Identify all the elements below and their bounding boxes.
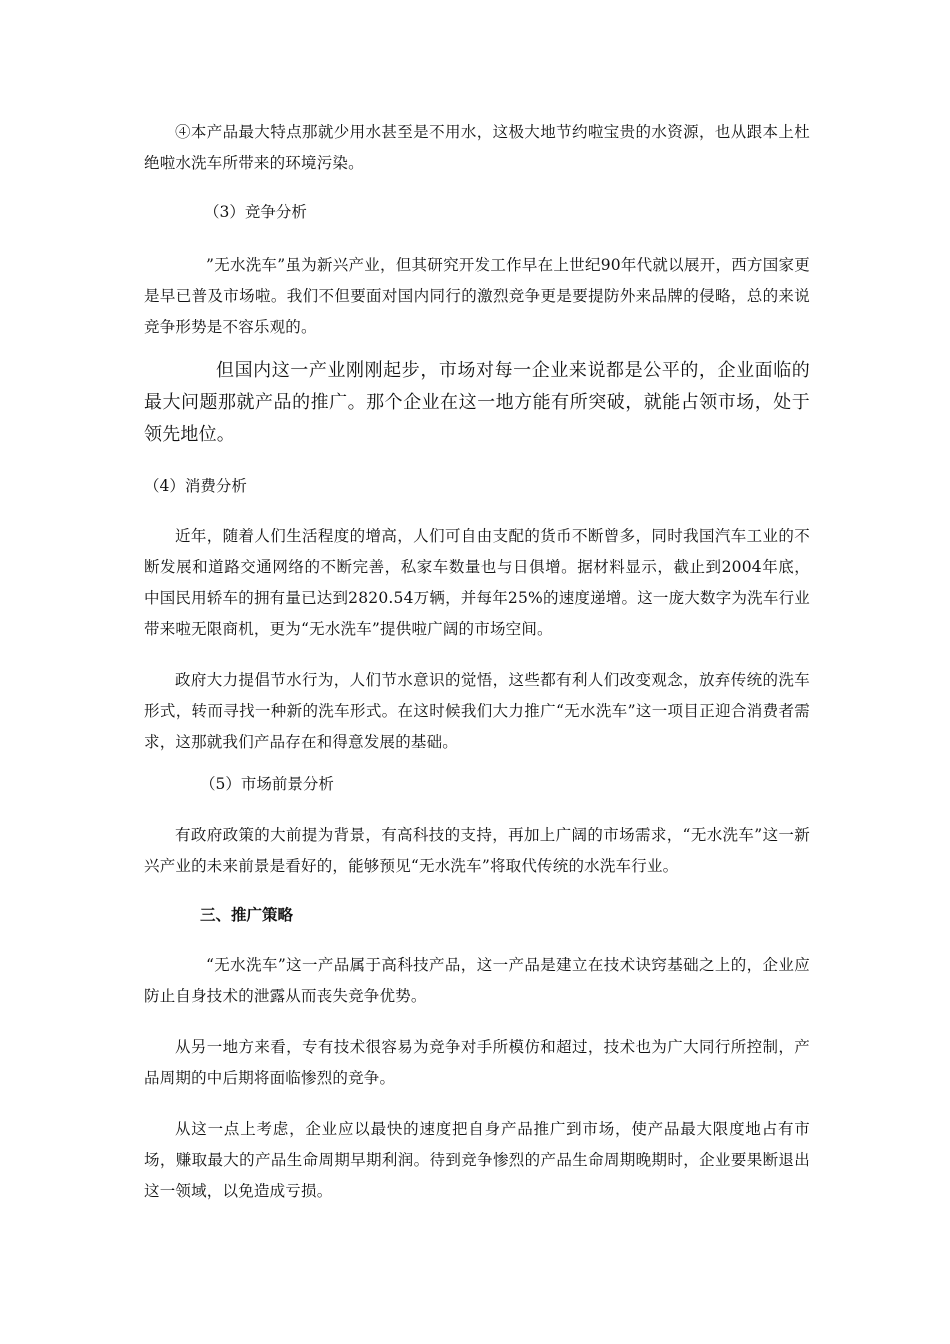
heading-consumption-analysis: （4）消费分析 <box>144 477 247 495</box>
paragraph-promotion-3: 从这一点上考虑，企业应以最快的速度把自身产品推广到市场，使产品最大限度地占有市场，赚取最大的产品生命周期早期利润。待到竞争惨烈的产品生命周期晚期时，企业要果断退出这一领域，以免造成亏损。 <box>144 1120 810 1200</box>
paragraph-market-outlook: 有政府政策的大前提为背景，有高科技的支持，再加上广阔的市场需求，“无水洗车”这一新兴产业的未来前景是看好的，能够预见“无水洗车”将取代传统的水洗车行业。 <box>144 826 810 875</box>
paragraph-consumption-1: 近年，随着人们生活程度的增高，人们可自由支配的货币不断曾多，同时我国汽车工业的不断发展和道路交通网络的不断完善，私家车数量也与日俱增。据材料显示，截止到2004年底，中国民用轿车的拥有量已达到2820.54万辆，并每年25%的速度递增。这一庞大数字为洗车行业带来啦无限商机，更为“无水洗车”提供啦广阔的市场空间。 <box>144 527 810 638</box>
paragraph-competition-2: 但国内这一产业刚刚起步，市场对每一企业来说都是公平的，企业面临的最大问题那就产品的推广。那个企业在这一地方能有所突破，就能占领市场，处于领先地位。 <box>144 360 810 445</box>
paragraph-competition-1: ”无水洗车”虽为新兴产业，但其研究开发工作早在上世纪90年代就以展开，西方国家更是早已普及市场啦。我们不但要面对国内同行的激烈竞争更是要提防外来品牌的侵略，总的来说竞争形势是不容乐观的。 <box>144 256 810 336</box>
heading-competition-analysis: （3）竞争分析 <box>204 203 307 221</box>
heading-market-outlook: （5）市场前景分析 <box>200 775 334 793</box>
heading-promotion-strategy: 三、推广策略 <box>200 905 294 924</box>
paragraph-consumption-2: 政府大力提倡节水行为，人们节水意识的觉悟，这些都有利人们改变观念，放弃传统的洗车形式，转而寻找一种新的洗车形式。在这时候我们大力推广“无水洗车”这一项目正迎合消费者需求，这那就我们产品存在和得意发展的基础。 <box>144 671 810 751</box>
paragraph-promotion-1: “无水洗车”这一产品属于高科技产品，这一产品是建立在技术诀窍基础之上的，企业应防止自身技术的泄露从而丧失竞争优势。 <box>144 956 810 1005</box>
paragraph-product-feature: ④本产品最大特点那就少用水甚至是不用水，这极大地节约啦宝贵的水资源，也从跟本上杜绝啦水洗车所带来的环境污染。 <box>144 123 810 172</box>
paragraph-promotion-2: 从另一地方来看，专有技术很容易为竞争对手所模仿和超过，技术也为广大同行所控制，产品周期的中后期将面临惨烈的竞争。 <box>144 1038 810 1087</box>
